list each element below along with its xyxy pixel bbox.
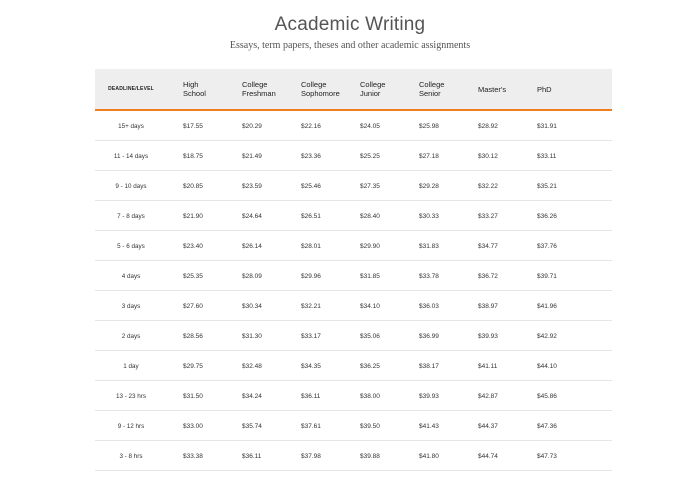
table-row <box>95 231 612 261</box>
table-header <box>95 69 612 111</box>
table-row <box>95 141 612 171</box>
cell-deadline: 11 - 14 days <box>113 152 149 160</box>
cell-high-school: $25.35 <box>183 272 203 280</box>
cell-college-senior: $41.80 <box>419 452 439 460</box>
cell-college-junior: $35.06 <box>360 332 380 340</box>
header-masters: Master's <box>478 84 507 94</box>
cell-deadline: 7 - 8 days <box>117 212 145 220</box>
cell-high-school: $31.50 <box>183 392 203 400</box>
cell-high-school: $17.55 <box>183 122 203 130</box>
cell-college-freshman: $31.30 <box>242 332 262 340</box>
cell-college-freshman: $36.11 <box>242 452 262 460</box>
table-row <box>95 201 612 231</box>
cell-college-freshman: $20.29 <box>242 122 262 130</box>
cell-college-junior: $27.35 <box>360 182 380 190</box>
cell-college-senior: $36.99 <box>419 332 439 340</box>
cell-masters: $32.22 <box>478 182 498 190</box>
table-row <box>95 171 612 201</box>
header-high-school: High School <box>183 80 206 98</box>
table-row <box>95 411 612 441</box>
cell-phd: $44.10 <box>537 362 557 370</box>
cell-college-junior: $34.10 <box>360 302 380 310</box>
header-phd: PhD <box>537 84 552 94</box>
cell-masters: $36.72 <box>478 272 498 280</box>
cell-high-school: $21.90 <box>183 212 203 220</box>
cell-college-junior: $39.88 <box>360 452 380 460</box>
cell-college-freshman: $28.09 <box>242 272 262 280</box>
cell-college-senior: $31.83 <box>419 242 439 250</box>
cell-college-senior: $36.03 <box>419 302 439 310</box>
table-row <box>95 381 612 411</box>
table-row <box>95 321 612 351</box>
price-table <box>95 69 612 471</box>
cell-deadline: 3 - 8 hrs <box>119 452 143 460</box>
cell-college-senior: $29.28 <box>419 182 439 190</box>
cell-college-freshman: $34.24 <box>242 392 262 400</box>
cell-deadline: 13 - 23 hrs <box>115 392 147 400</box>
cell-college-junior: $38.00 <box>360 392 380 400</box>
cell-college-junior: $39.50 <box>360 422 380 430</box>
cell-college-sophomore: $37.98 <box>301 452 321 460</box>
table-row <box>95 441 612 471</box>
cell-college-freshman: $24.64 <box>242 212 262 220</box>
cell-phd: $45.86 <box>537 392 557 400</box>
cell-college-sophomore: $26.51 <box>301 212 321 220</box>
cell-college-junior: $25.25 <box>360 152 380 160</box>
cell-college-sophomore: $33.17 <box>301 332 321 340</box>
cell-college-sophomore: $32.21 <box>301 302 321 310</box>
page-title: Academic Writing <box>274 14 426 35</box>
table-row <box>95 261 612 291</box>
cell-college-freshman: $21.49 <box>242 152 262 160</box>
cell-college-senior: $27.18 <box>419 152 439 160</box>
cell-college-sophomore: $25.46 <box>301 182 321 190</box>
header-college-sophomore: College Sophomore <box>301 80 340 98</box>
cell-college-sophomore: $23.36 <box>301 152 321 160</box>
cell-masters: $34.77 <box>478 242 498 250</box>
header-college-senior: College Senior <box>419 80 445 98</box>
cell-phd: $37.76 <box>537 242 557 250</box>
cell-college-junior: $24.05 <box>360 122 380 130</box>
cell-masters: $30.12 <box>478 152 498 160</box>
cell-masters: $42.87 <box>478 392 498 400</box>
table-body <box>95 111 612 471</box>
cell-college-freshman: $35.74 <box>242 422 262 430</box>
cell-college-sophomore: $37.61 <box>301 422 321 430</box>
cell-college-sophomore: $34.35 <box>301 362 321 370</box>
cell-deadline: 15+ days <box>118 122 144 130</box>
cell-phd: $31.91 <box>537 122 557 130</box>
cell-phd: $47.36 <box>537 422 557 430</box>
cell-college-freshman: $26.14 <box>242 242 262 250</box>
cell-college-senior: $25.98 <box>419 122 439 130</box>
cell-college-junior: $31.85 <box>360 272 380 280</box>
cell-college-freshman: $23.59 <box>242 182 262 190</box>
header-deadline-level: DEADLINE/LEVEL <box>108 85 154 92</box>
cell-high-school: $18.75 <box>183 152 203 160</box>
cell-deadline: 3 days <box>121 302 141 310</box>
cell-college-sophomore: $29.96 <box>301 272 321 280</box>
cell-phd: $36.26 <box>537 212 557 220</box>
header-college-junior: College Junior <box>360 80 386 98</box>
cell-college-sophomore: $22.16 <box>301 122 321 130</box>
cell-college-senior: $41.43 <box>419 422 439 430</box>
cell-deadline: 9 - 12 hrs <box>117 422 145 430</box>
page-subtitle: Essays, term papers, theses and other academic assignments <box>229 40 471 51</box>
cell-deadline: 4 days <box>121 272 141 280</box>
cell-phd: $33.11 <box>537 152 557 160</box>
table-row <box>95 351 612 381</box>
cell-college-senior: $30.33 <box>419 212 439 220</box>
cell-phd: $47.73 <box>537 452 557 460</box>
cell-masters: $28.92 <box>478 122 498 130</box>
cell-college-junior: $28.40 <box>360 212 380 220</box>
table-row <box>95 291 612 321</box>
cell-college-junior: $36.25 <box>360 362 380 370</box>
cell-high-school: $33.38 <box>183 452 203 460</box>
cell-masters: $44.74 <box>478 452 498 460</box>
cell-high-school: $28.56 <box>183 332 203 340</box>
cell-high-school: $27.60 <box>183 302 203 310</box>
cell-phd: $42.92 <box>537 332 557 340</box>
cell-phd: $39.71 <box>537 272 557 280</box>
cell-high-school: $23.40 <box>183 242 203 250</box>
cell-college-sophomore: $36.11 <box>301 392 321 400</box>
cell-deadline: 9 - 10 days <box>115 182 147 190</box>
cell-masters: $39.93 <box>478 332 498 340</box>
cell-masters: $44.37 <box>478 422 498 430</box>
cell-phd: $41.96 <box>537 302 557 310</box>
header-college-freshman: College Freshman <box>242 80 276 98</box>
cell-college-senior: $33.78 <box>419 272 439 280</box>
cell-college-junior: $29.90 <box>360 242 380 250</box>
cell-deadline: 5 - 6 days <box>117 242 145 250</box>
cell-deadline: 1 day <box>123 362 139 370</box>
cell-deadline: 2 days <box>121 332 141 340</box>
cell-masters: $41.11 <box>478 362 498 370</box>
table-row <box>95 111 612 141</box>
cell-high-school: $20.85 <box>183 182 203 190</box>
cell-college-senior: $38.17 <box>419 362 439 370</box>
cell-college-sophomore: $28.01 <box>301 242 321 250</box>
cell-high-school: $29.75 <box>183 362 203 370</box>
cell-masters: $33.27 <box>478 212 498 220</box>
cell-college-freshman: $30.34 <box>242 302 262 310</box>
cell-college-senior: $39.93 <box>419 392 439 400</box>
cell-phd: $35.21 <box>537 182 557 190</box>
cell-masters: $38.97 <box>478 302 498 310</box>
cell-college-freshman: $32.48 <box>242 362 262 370</box>
cell-high-school: $33.00 <box>183 422 203 430</box>
